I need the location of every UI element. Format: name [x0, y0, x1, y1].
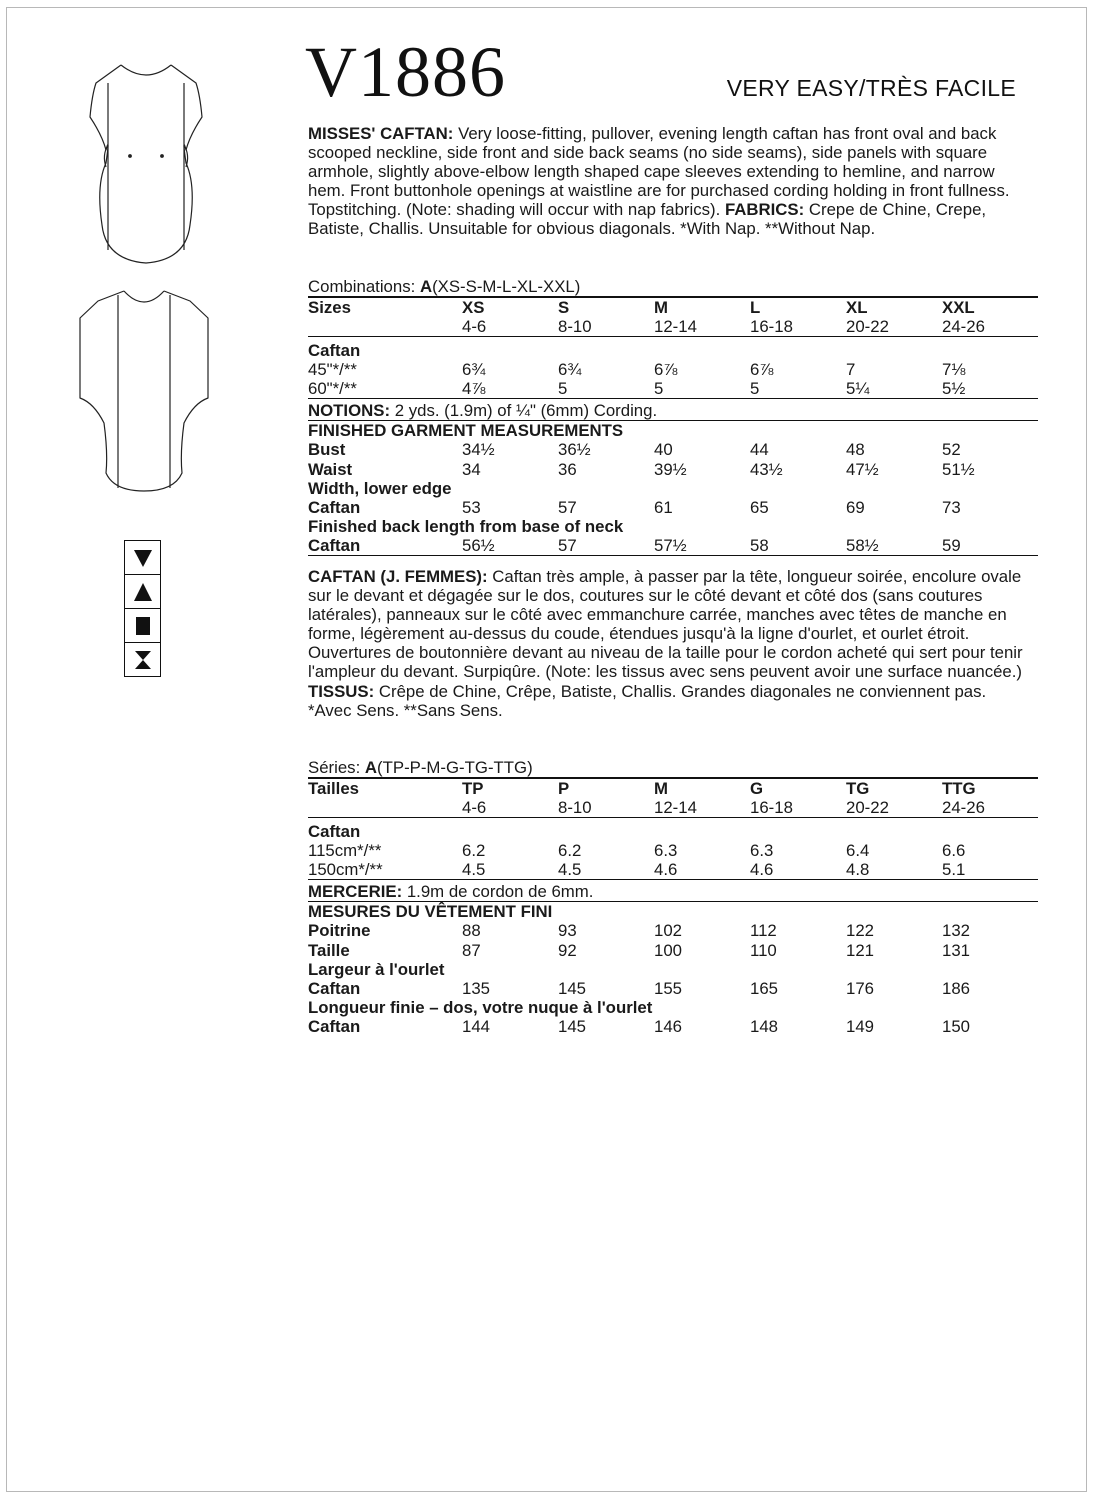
- french-fabrics-text: Crêpe de Chine, Crêpe, Batiste, Challis. Grandes diagonales ne conviennent pas. *Avec Sens. **Sans Sens.: [308, 681, 987, 720]
- french-fabrics-label: TISSUS:: [308, 681, 375, 701]
- english-description-text: Very loose-fitting, pullover, evening length caftan has front oval and back scooped neckline, side front and side back seams (no side seams), side panels with square armhole, slightly above-elbow length shaped cape sleeves extending to hemline, and narrow hem. Front buttonhole openings at waistline are for purchased cording holding in front fullness. Topstitching. (Note: shading will occur with nap fabrics).: [308, 124, 1010, 220]
- size-header-row: Tailles TP P M G TG TTG: [308, 778, 1038, 798]
- yardage-row: 115cm*/** 6.2 6.2 6.3 6.3 6.4 6.6: [308, 841, 966, 861]
- yardage-row: 45"*/** 6¾ 6¾ 6⅞ 6⅞ 7 7⅛: [308, 360, 966, 380]
- notions-row: NOTIONS: 2 yds. (1.9m) of ¼" (6mm) Cording.: [308, 399, 1038, 421]
- yardage-row: 60"*/** 4⅞ 5 5 5 5¼ 5½: [308, 379, 966, 399]
- size-header-row: Sizes XS S M L XL XXL: [308, 297, 1038, 317]
- measurements-title-row: FINISHED GARMENT MEASUREMENTS: [308, 421, 1038, 441]
- fabric-symbols-legend: [124, 540, 161, 677]
- hourglass-icon: [124, 642, 161, 677]
- french-size-chart: [308, 777, 1038, 1036]
- notions-row: MERCERIE: 1.9m de cordon de 6mm.: [308, 880, 1038, 902]
- back-view-drawing: [74, 283, 214, 498]
- english-size-chart: [308, 296, 1038, 558]
- size-range-row: 4-6 8-10 12-14 16-18 20-22 24-26: [462, 798, 985, 818]
- english-description: [308, 124, 1028, 239]
- width-title-row: Largeur à l'ourlet: [308, 959, 445, 979]
- measurements-title-row: MESURES DU VÊTEMENT FINI: [308, 902, 1038, 922]
- garment-label-row: Caftan: [308, 337, 1038, 361]
- length-title-row: Finished back length from base of neck: [308, 516, 624, 536]
- french-description: [308, 567, 1028, 720]
- difficulty-rating: VERY EASY/TRÈS FACILE: [726, 75, 1016, 101]
- triangle-down-icon: [124, 540, 161, 574]
- waist-row: Waist 34 36 39½ 43½ 47½ 51½: [308, 459, 975, 479]
- triangle-up-icon: [124, 574, 161, 608]
- french-title: CAFTAN (J. FEMMES):: [308, 567, 488, 586]
- size-range-row: 4-6 8-10 12-14 16-18 20-22 24-26: [462, 317, 985, 337]
- french-combinations: Séries: A(TP-P-M-G-TG-TTG): [308, 758, 533, 777]
- pattern-number: V1886: [305, 32, 506, 112]
- bust-row: Poitrine 88 93 102 112 122 132: [308, 921, 970, 941]
- english-combinations: Combinations: A(XS-S-M-L-XL-XXL): [308, 277, 581, 296]
- length-row: Caftan 144 145 146 148 149 150: [308, 1016, 970, 1036]
- width-title-row: Width, lower edge: [308, 478, 452, 498]
- waist-row: Taille 87 92 100 110 121 131: [308, 940, 970, 960]
- yardage-row: 150cm*/** 4.5 4.5 4.6 4.6 4.8 5.1: [308, 860, 966, 880]
- width-row: Caftan 53 57 61 65 69 73: [308, 497, 961, 517]
- width-row: Caftan 135 145 155 165 176 186: [308, 978, 970, 998]
- bust-row: Bust 34½ 36½ 40 44 48 52: [308, 440, 961, 460]
- english-fabrics-label: FABRICS:: [724, 200, 805, 220]
- length-title-row: Longueur finie – dos, votre nuque à l'ourlet: [308, 997, 653, 1017]
- french-description-text: Caftan très ample, à passer par la tête, longueur soirée, encolure ovale sur le devant et dégagée sur le dos, coutures sur le côté devant et côté dos (sans coutures latérales), panneaux sur le côté avec emmanchure carrée, manches avec têtes de manche en forme, légèrement au-dessus du coude, étendues jusqu'à la ligne d'ourlet, et ourlet étroit. Ouvertures de boutonnière devant au niveau de la taille pour le cordon acheté qui sert pour tenir l'ampleur du devant. Surpiqûre. (Note: les tissus avec sens peuvent avoir une surface nuancée.): [308, 567, 1023, 682]
- length-row: Caftan 56½ 57 57½ 58 58½ 59: [308, 535, 961, 555]
- front-view-drawing: [86, 55, 206, 270]
- english-title: MISSES' CAFTAN:: [308, 124, 454, 143]
- garment-label-row: Caftan: [308, 818, 1038, 842]
- english-fabrics-text: Crepe de Chine, Crepe, Batiste, Challis. Unsuitable for obvious diagonals. *With Nap. **Without Nap.: [308, 200, 987, 239]
- square-icon: [124, 608, 161, 642]
